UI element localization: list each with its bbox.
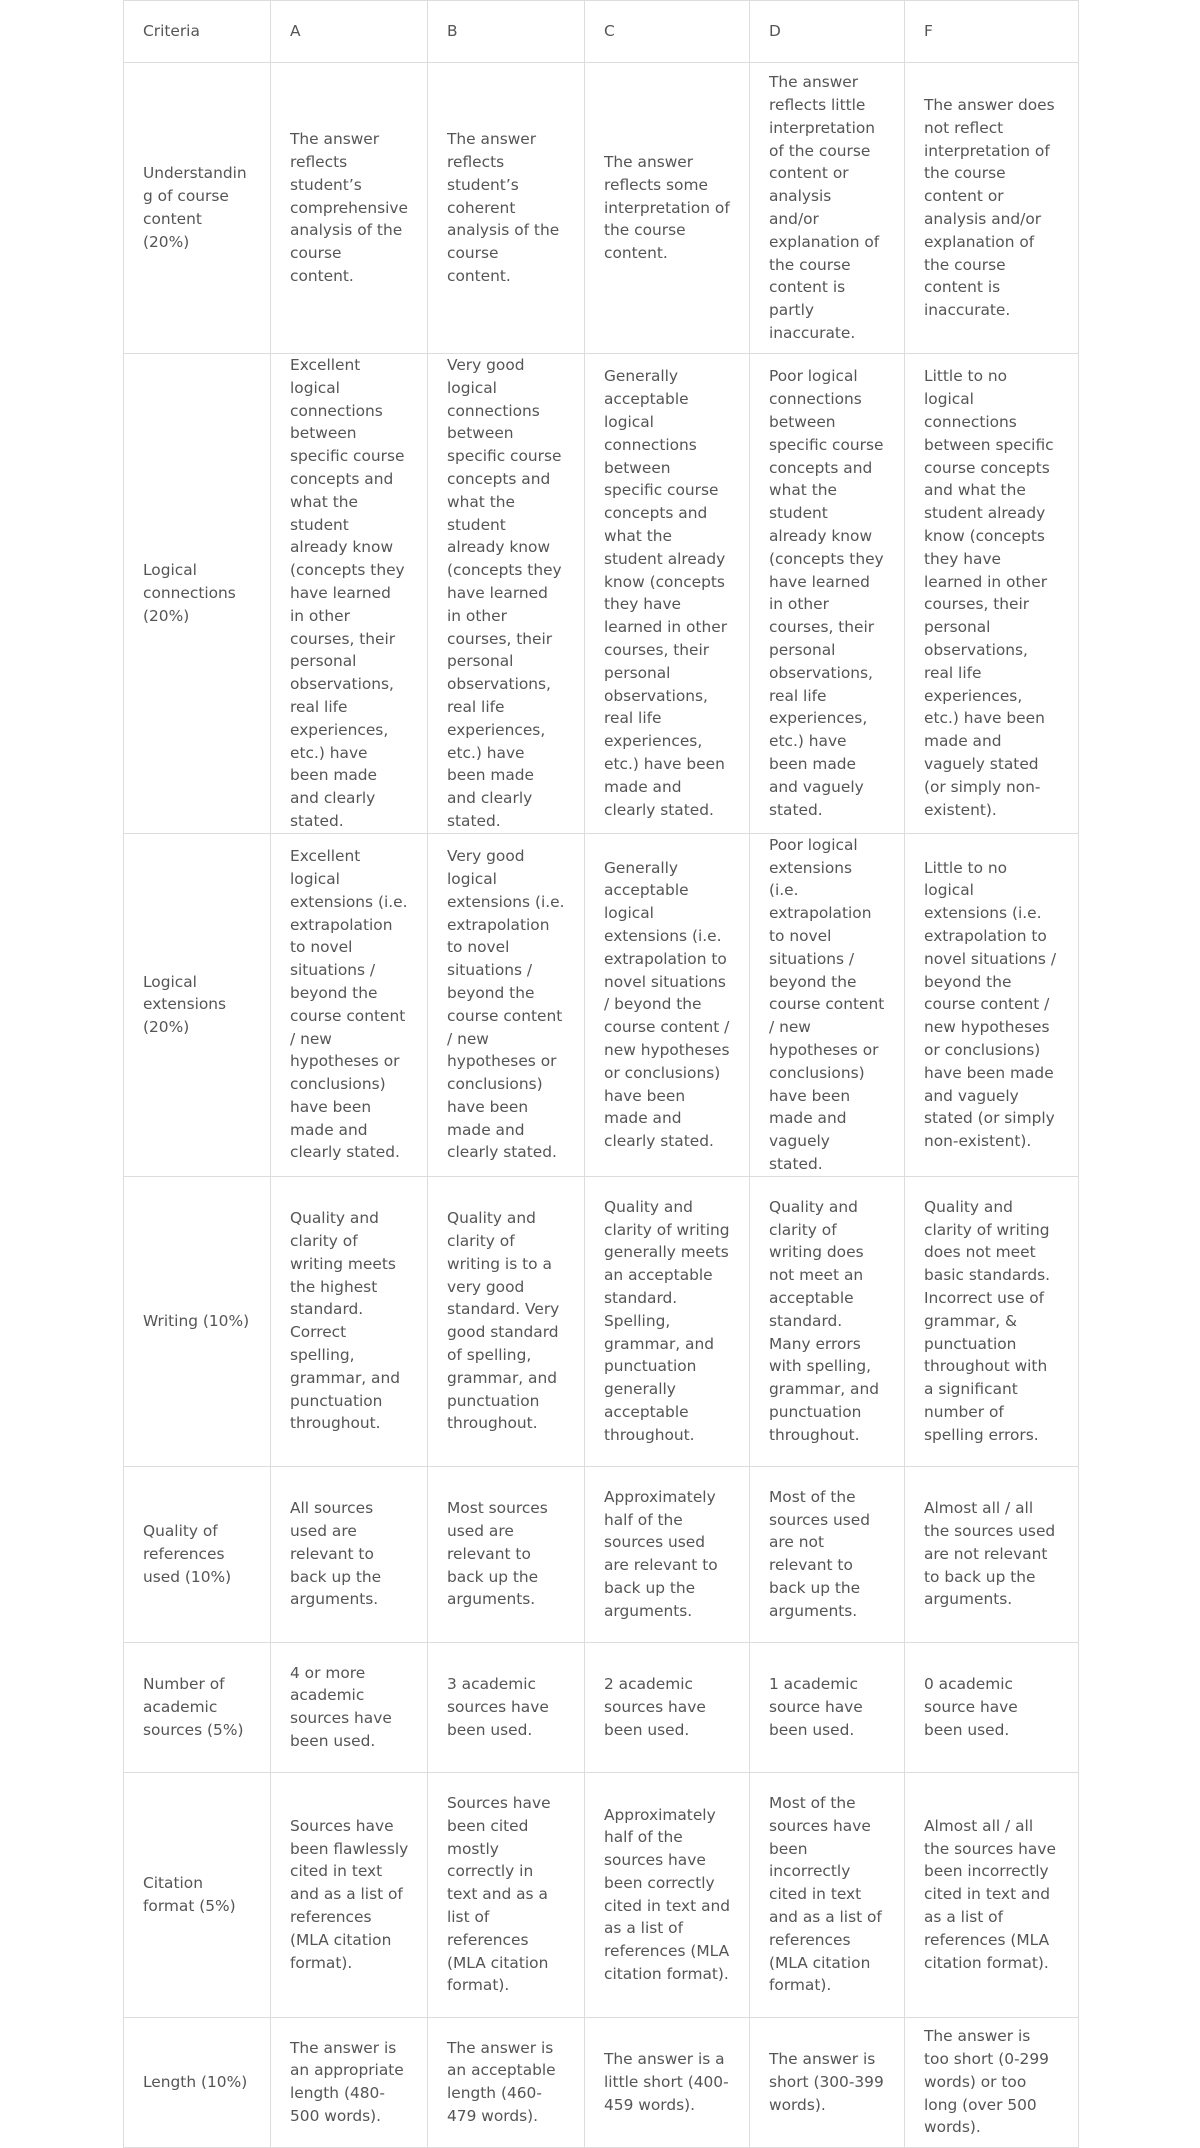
grade-f-cell: Little to no logical connections between specific course concepts and what the student already know (concepts they have learned in other courses, their personal observations, real life experiences, etc.) have been made and vaguely stated (or simply non-existent). xyxy=(905,354,1079,834)
grade-d-cell: Poor logical connections between specific course concepts and what the student already know (concepts they have learned in other courses, their personal observations, real life experiences, etc.) have been made and vaguely stated. xyxy=(750,354,905,834)
header-grade-f: F xyxy=(905,1,1079,63)
header-row xyxy=(124,1,1079,63)
grade-c-cell: The answer is a little short (400-459 words). xyxy=(585,2017,750,2147)
criteria-cell: Logical connections (20%) xyxy=(124,354,271,834)
grade-b-cell: Most sources used are relevant to back up the arguments. xyxy=(428,1466,585,1642)
grade-d-cell: Poor logical extensions (i.e. extrapolation to novel situations / beyond the course content / new hypotheses or conclusions) have been made and vaguely stated. xyxy=(750,833,905,1176)
criteria-cell: Quality of references used (10%) xyxy=(124,1466,271,1642)
grade-f-cell: Quality and clarity of writing does not meet basic standards. Incorrect use of grammar, & punctuation throughout with a significant number of spelling errors. xyxy=(905,1176,1079,1466)
grade-d-cell: 1 academic source have been used. xyxy=(750,1642,905,1772)
criteria-cell: Logical extensions (20%) xyxy=(124,833,271,1176)
grade-f-cell: Almost all / all the sources have been incorrectly cited in text and as a list of references (MLA citation format). xyxy=(905,1772,1079,2017)
grade-b-cell: The answer reflects student’s coherent analysis of the course content. xyxy=(428,63,585,354)
table-row-number-of-sources xyxy=(124,1642,1079,1772)
grade-f-cell: The answer does not reflect interpretation of the course content or analysis and/or explanation of the course content is inaccurate. xyxy=(905,63,1079,354)
criteria-cell: Writing (10%) xyxy=(124,1176,271,1466)
grade-c-cell: Approximately half of the sources used are relevant to back up the arguments. xyxy=(585,1466,750,1642)
grade-f-cell: Little to no logical extensions (i.e. extrapolation to novel situations / beyond the course content / new hypotheses or conclusions) have been made and vaguely stated (or simply non-existent). xyxy=(905,833,1079,1176)
grade-b-cell: Very good logical extensions (i.e. extrapolation to novel situations / beyond the course content / new hypotheses or conclusions) have been made and clearly stated. xyxy=(428,833,585,1176)
grade-a-cell: Excellent logical extensions (i.e. extrapolation to novel situations / beyond the course content / new hypotheses or conclusions) have been made and clearly stated. xyxy=(271,833,428,1176)
grade-c-cell: The answer reflects some interpretation of the course content. xyxy=(585,63,750,354)
grade-f-cell: Almost all / all the sources used are not relevant to back up the arguments. xyxy=(905,1466,1079,1642)
grade-a-cell: 4 or more academic sources have been used. xyxy=(271,1642,428,1772)
grade-f-cell: The answer is too short (0-299 words) or too long (over 500 words). xyxy=(905,2017,1079,2147)
grade-b-cell: 3 academic sources have been used. xyxy=(428,1642,585,1772)
criteria-cell: Length (10%) xyxy=(124,2017,271,2147)
grade-b-cell: Sources have been cited mostly correctly in text and as a list of references (MLA citation format). xyxy=(428,1772,585,2017)
grade-d-cell: The answer is short (300-399 words). xyxy=(750,2017,905,2147)
grade-a-cell: Quality and clarity of writing meets the highest standard. Correct spelling, grammar, and punctuation throughout. xyxy=(271,1176,428,1466)
criteria-cell: Number of academic sources (5%) xyxy=(124,1642,271,1772)
criteria-cell: Understanding of course content (20%) xyxy=(124,63,271,354)
table-row-logical-connections xyxy=(124,354,1079,834)
grade-c-cell: 2 academic sources have been used. xyxy=(585,1642,750,1772)
header-criteria: Criteria xyxy=(124,1,271,63)
rubric-table-container xyxy=(123,0,1078,2148)
grade-d-cell: Most of the sources used are not relevant to back up the arguments. xyxy=(750,1466,905,1642)
criteria-cell: Citation format (5%) xyxy=(124,1772,271,2017)
table-row-citation-format xyxy=(124,1772,1079,2017)
header-grade-b: B xyxy=(428,1,585,63)
table-row-length xyxy=(124,2017,1079,2147)
grade-d-cell: Quality and clarity of writing does not meet an acceptable standard. Many errors with spelling, grammar, and punctuation throughout. xyxy=(750,1176,905,1466)
grade-c-cell: Approximately half of the sources have been correctly cited in text and as a list of references (MLA citation format). xyxy=(585,1772,750,2017)
table-row-logical-extensions xyxy=(124,833,1079,1176)
grade-b-cell: The answer is an acceptable length (460-479 words). xyxy=(428,2017,585,2147)
grade-b-cell: Quality and clarity of writing is to a very good standard. Very good standard of spelling, grammar, and punctuation throughout. xyxy=(428,1176,585,1466)
grade-a-cell: Excellent logical connections between specific course concepts and what the student already know (concepts they have learned in other courses, their personal observations, real life experiences, etc.) have been made and clearly stated. xyxy=(271,354,428,834)
grade-d-cell: Most of the sources have been incorrectly cited in text and as a list of references (MLA citation format). xyxy=(750,1772,905,2017)
grade-c-cell: Generally acceptable logical extensions (i.e. extrapolation to novel situations / beyond the course content / new hypotheses or conclusions) have been made and clearly stated. xyxy=(585,833,750,1176)
table-row-writing xyxy=(124,1176,1079,1466)
header-grade-d: D xyxy=(750,1,905,63)
grade-a-cell: The answer is an appropriate length (480-500 words). xyxy=(271,2017,428,2147)
table-row-understanding xyxy=(124,63,1079,354)
grade-c-cell: Quality and clarity of writing generally meets an acceptable standard. Spelling, grammar, and punctuation generally acceptable throughout. xyxy=(585,1176,750,1466)
header-grade-c: C xyxy=(585,1,750,63)
grade-a-cell: Sources have been flawlessly cited in text and as a list of references (MLA citation format). xyxy=(271,1772,428,2017)
grade-c-cell: Generally acceptable logical connections between specific course concepts and what the student already know (concepts they have learned in other courses, their personal observations, real life experiences, etc.) have been made and clearly stated. xyxy=(585,354,750,834)
table-row-quality-of-references xyxy=(124,1466,1079,1642)
grade-a-cell: The answer reflects student’s comprehensive analysis of the course content. xyxy=(271,63,428,354)
grade-a-cell: All sources used are relevant to back up the arguments. xyxy=(271,1466,428,1642)
grade-d-cell: The answer reflects little interpretation of the course content or analysis and/or explanation of the course content is partly inaccurate. xyxy=(750,63,905,354)
grade-f-cell: 0 academic source have been used. xyxy=(905,1642,1079,1772)
header-grade-a: A xyxy=(271,1,428,63)
grading-rubric-table xyxy=(123,0,1079,2148)
grade-b-cell: Very good logical connections between specific course concepts and what the student already know (concepts they have learned in other courses, their personal observations, real life experiences, etc.) have been made and clearly stated. xyxy=(428,354,585,834)
